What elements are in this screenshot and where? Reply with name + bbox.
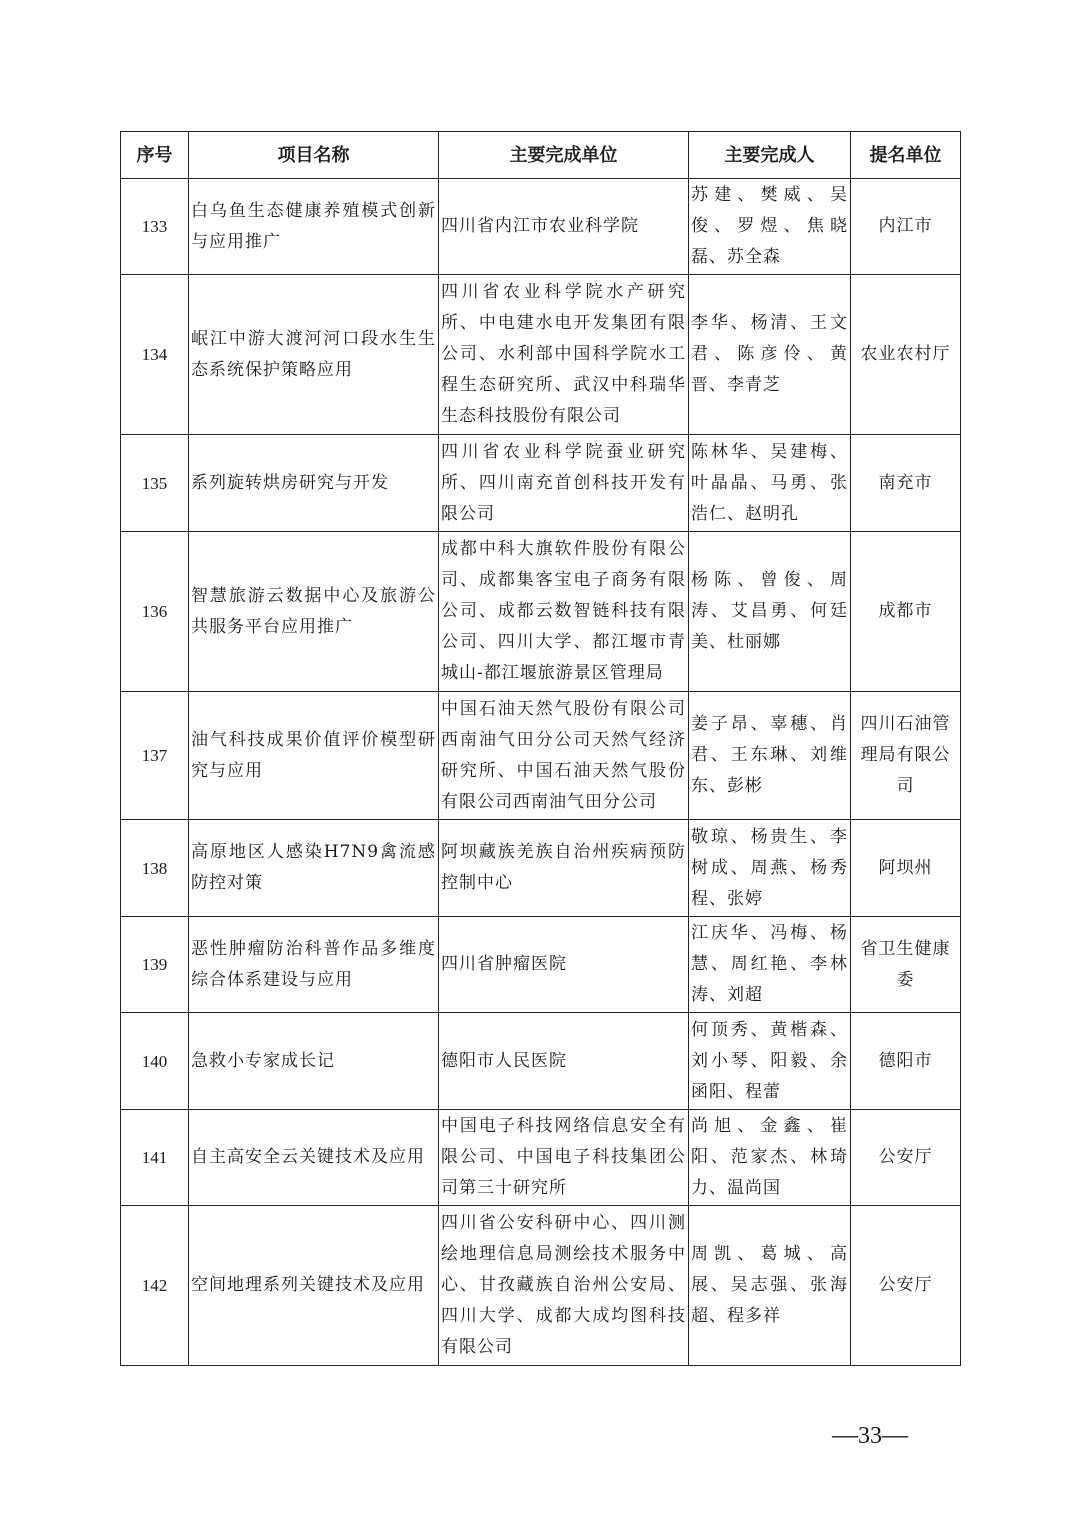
- page-number-value: 33: [858, 1423, 882, 1449]
- table-row: [121, 1206, 961, 1366]
- row-number: 133: [121, 179, 189, 275]
- completing-unit: 中国电子科技网络信息安全有限公司、中国电子科技集团公司第三十研究所: [439, 1110, 689, 1206]
- completing-people: 何顶秀、黄楷森、刘小琴、阳毅、余函阳、程蕾: [689, 1013, 851, 1110]
- table-row: [121, 435, 961, 532]
- project-name: 岷江中游大渡河河口段水生生态系统保护策略应用: [189, 275, 439, 435]
- completing-unit: 四川省农业科学院蚕业研究所、四川南充首创科技开发有限公司: [439, 435, 689, 532]
- completing-people: 姜子昂、辜穗、肖君、王东琳、刘维东、彭彬: [689, 692, 851, 820]
- page-dash-right: —: [882, 1420, 908, 1449]
- header-completing-unit: 主要完成单位: [439, 132, 689, 179]
- nominating-unit: 阿坝州: [851, 820, 961, 917]
- nominating-unit: 公安厅: [851, 1110, 961, 1206]
- row-number: 139: [121, 917, 189, 1013]
- completing-unit: 四川省肿瘤医院: [439, 917, 689, 1013]
- table-row: [121, 1110, 961, 1206]
- completing-unit: 中国石油天然气股份有限公司西南油气田分公司天然气经济研究所、中国石油天然气股份有限公司西南油气田分公司: [439, 692, 689, 820]
- nominating-unit: 公安厅: [851, 1206, 961, 1366]
- row-number: 138: [121, 820, 189, 917]
- row-number: 136: [121, 532, 189, 692]
- row-number: 137: [121, 692, 189, 820]
- project-name: 恶性肿瘤防治科普作品多维度综合体系建设与应用: [189, 917, 439, 1013]
- table-row: [121, 179, 961, 275]
- project-name: 系列旋转烘房研究与开发: [189, 435, 439, 532]
- table-row: [121, 275, 961, 435]
- row-number: 142: [121, 1206, 189, 1366]
- completing-people: 苏建、樊威、吴俊、罗煜、焦晓磊、苏全森: [689, 179, 851, 275]
- project-name: 空间地理系列关键技术及应用: [189, 1206, 439, 1366]
- project-name: 急救小专家成长记: [189, 1013, 439, 1110]
- completing-people: 尚旭、金鑫、崔阳、范家杰、林琦力、温尚国: [689, 1110, 851, 1206]
- table-row: [121, 1013, 961, 1110]
- completing-unit: 四川省内江市农业科学院: [439, 179, 689, 275]
- nominating-unit: 德阳市: [851, 1013, 961, 1110]
- completing-people: 李华、杨清、王文君、陈彦伶、黄晋、李青芝: [689, 275, 851, 435]
- completing-people: 杨陈、曾俊、周涛、艾昌勇、何廷美、杜丽娜: [689, 532, 851, 692]
- header-no: 序号: [121, 132, 189, 179]
- completing-people: 周凯、葛城、高展、吴志强、张海超、程多祥: [689, 1206, 851, 1366]
- page-number: [820, 1420, 920, 1450]
- nominating-unit: 南充市: [851, 435, 961, 532]
- completing-people: 敬琼、杨贵生、李树成、周燕、杨秀程、张婷: [689, 820, 851, 917]
- nominating-unit: 农业农村厅: [851, 275, 961, 435]
- nominating-unit: 成都市: [851, 532, 961, 692]
- header-project-name: 项目名称: [189, 132, 439, 179]
- row-number: 140: [121, 1013, 189, 1110]
- nominating-unit: 内江市: [851, 179, 961, 275]
- project-name: 油气科技成果价值评价模型研究与应用: [189, 692, 439, 820]
- page-dash-left: —: [832, 1420, 858, 1449]
- table-row: [121, 820, 961, 917]
- project-name: 白乌鱼生态健康养殖模式创新与应用推广: [189, 179, 439, 275]
- table-header-row: [121, 132, 961, 179]
- nominating-unit: 四川石油管理局有限公司: [851, 692, 961, 820]
- table-row: [121, 917, 961, 1013]
- row-number: 141: [121, 1110, 189, 1206]
- nominating-unit: 省卫生健康委: [851, 917, 961, 1013]
- completing-people: 江庆华、冯梅、杨慧、周红艳、李林涛、刘超: [689, 917, 851, 1013]
- completing-unit: 德阳市人民医院: [439, 1013, 689, 1110]
- project-name: 智慧旅游云数据中心及旅游公共服务平台应用推广: [189, 532, 439, 692]
- row-number: 135: [121, 435, 189, 532]
- project-name: 高原地区人感染H7N9禽流感防控对策: [189, 820, 439, 917]
- row-number: 134: [121, 275, 189, 435]
- completing-unit: 成都中科大旗软件股份有限公司、成都集客宝电子商务有限公司、成都云数智链科技有限公司、四川大学、都江堰市青城山-都江堰旅游景区管理局: [439, 532, 689, 692]
- completing-unit: 阿坝藏族羌族自治州疾病预防控制中心: [439, 820, 689, 917]
- completing-people: 陈林华、吴建梅、叶晶晶、马勇、张浩仁、赵明孔: [689, 435, 851, 532]
- table-row: [121, 532, 961, 692]
- completing-unit: 四川省农业科学院水产研究所、中电建水电开发集团有限公司、水利部中国科学院水工程生态研究所、武汉中科瑞华生态科技股份有限公司: [439, 275, 689, 435]
- table-row: [121, 692, 961, 820]
- header-completing-people: 主要完成人: [689, 132, 851, 179]
- completing-unit: 四川省公安科研中心、四川测绘地理信息局测绘技术服务中心、甘孜藏族自治州公安局、四川大学、成都大成均图科技有限公司: [439, 1206, 689, 1366]
- awards-table: [120, 131, 961, 1366]
- project-name: 自主高安全云关键技术及应用: [189, 1110, 439, 1206]
- header-nominating-unit: 提名单位: [851, 132, 961, 179]
